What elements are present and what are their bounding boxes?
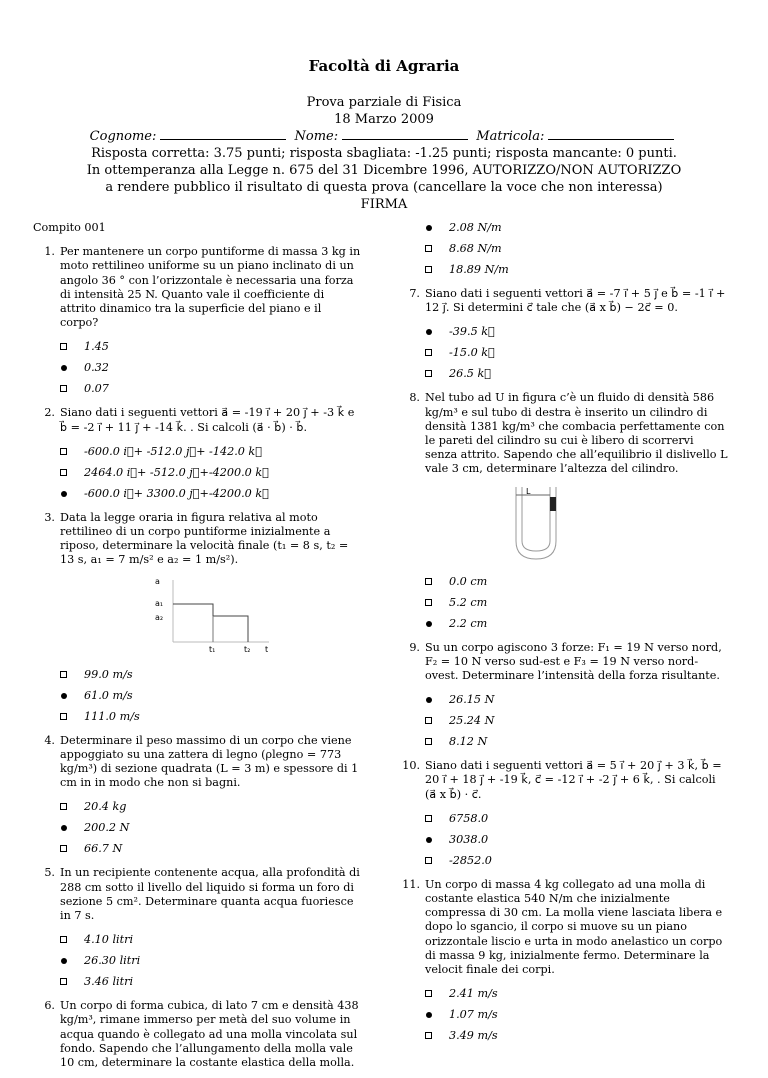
exam-date: 18 Marzo 2009 — [334, 112, 434, 127]
label-L: L — [526, 486, 531, 496]
options-list — [425, 812, 728, 868]
label-t2: t₂ — [244, 644, 251, 654]
selected-bullet-icon[interactable] — [61, 365, 67, 371]
answer-text: -15.0 k⃗ — [449, 346, 495, 360]
answer-option[interactable] — [60, 340, 363, 354]
checkbox-icon[interactable] — [425, 245, 432, 252]
answer-option[interactable] — [425, 575, 728, 589]
answer-option[interactable] — [425, 1008, 728, 1022]
question-number: 10. — [402, 759, 420, 773]
answer-option[interactable] — [60, 800, 363, 814]
question-text: Determinare il peso massimo di un corpo che viene appoggiato su una zattera di legno (ρlegno = 773 kg/m³) di sezione quadrata (L = 3 m) e spessore di 1 cm in in modo che non si bagni. — [60, 733, 359, 790]
question — [398, 878, 728, 977]
question-text: Nel tubo ad U in figura c’è un fluido di densità 586 kg/m³ e sul tubo di destra è inserito un cilindro di densità 1381 kg/m³ che combacia perfettamente con le pareti del cilindro su cui è libero di scorrervi senza attrito. Sapendo che all’equilibrio il dislivello L vale 3 cm, determinare l’altezza del cilindro. — [425, 391, 728, 476]
faculty-title: Facoltà di Agraria — [308, 57, 460, 75]
answer-option[interactable] — [425, 221, 728, 235]
answer-option[interactable] — [425, 617, 728, 631]
answer-option[interactable] — [425, 854, 728, 868]
checkbox-icon[interactable] — [60, 713, 67, 720]
question-number: 3. — [44, 510, 55, 524]
checkbox-icon[interactable] — [60, 343, 67, 350]
law-notice-1: In ottemperanza alla Legge n. 675 del 31 Dicembre 1996, AUTORIZZO/NON AUTORIZZO — [86, 163, 682, 178]
answer-option[interactable] — [425, 735, 728, 749]
question — [33, 406, 363, 434]
checkbox-icon[interactable] — [60, 671, 67, 678]
question — [398, 287, 728, 315]
selected-bullet-icon[interactable] — [426, 329, 432, 335]
answer-text: 3.49 m/s — [449, 1029, 498, 1043]
question — [398, 759, 728, 802]
options-list — [60, 933, 363, 989]
checkbox-icon[interactable] — [425, 738, 432, 745]
question-text: Un corpo di forma cubica, di lato 7 cm e densità 438 kg/m³, rimane immerso per metà del suo volume in acqua quando è collegato ad una molla vincolata sul fondo. Sapendo che l’allungamento della molla vale 10 cm, determinare la costante elastica della molla. — [60, 999, 359, 1070]
options-list — [425, 987, 728, 1043]
options-list — [425, 325, 728, 381]
question-text: Un corpo di massa 4 kg collegato ad una molla di costante elastica 540 N/m che inizialmente compressa di 30 cm. La molla viene lasciata libera e dopo lo sgancio, il corpo si muove su un piano orizzontale liscio e urta in modo anelastico un corpo di massa 9 kg, inizialmente fermo. Determinare la velocit finale dei corpi. — [425, 877, 723, 977]
question-number: 7. — [409, 287, 420, 300]
answer-text: 2.41 m/s — [449, 987, 498, 1001]
checkbox-icon[interactable] — [60, 803, 67, 810]
answer-option[interactable] — [425, 346, 728, 360]
signature-label: FIRMA — [360, 197, 408, 212]
question-number: 11. — [402, 877, 420, 891]
checkbox-icon[interactable] — [60, 936, 67, 943]
options-list — [425, 693, 728, 749]
label-t1: t₁ — [209, 644, 216, 654]
answer-option[interactable] — [60, 466, 363, 480]
student-fields — [0, 128, 768, 145]
answer-text: -600.0 i⃗+ -512.0 j⃗+ -142.0 k⃗ — [84, 444, 262, 458]
question-number: 9. — [409, 640, 420, 654]
answer-option[interactable] — [425, 812, 728, 826]
answer-text: 20.4 kg — [84, 800, 127, 814]
answer-option[interactable] — [425, 367, 728, 381]
answer-text: 8.12 N — [449, 735, 488, 749]
exam-header — [0, 58, 768, 213]
question-text: Siano dati i seguenti vettori a⃗ = 5 i⃗ + 20 j⃗ + 3 k⃗, b⃗ = 20 i⃗ + 18 j⃗ + -19 k⃗, c⃗ = -12 i⃗ + -2 j⃗ + 6 k⃗, . Si calcoli (a⃗ x b⃗) · c⃗. — [425, 759, 722, 801]
question-text: In un recipiente contenente acqua, alla profondità di 288 cm sotto il livello del liquido si forma un foro di sezione 5 cm². Determinare quanta acqua fuoriesce in 7 s. — [60, 866, 360, 923]
answer-option[interactable] — [425, 833, 728, 847]
compito-label: Compito 001 — [33, 221, 106, 234]
checkbox-icon[interactable] — [425, 266, 432, 273]
question-number: 6. — [44, 999, 55, 1013]
answer-option[interactable] — [60, 668, 363, 682]
u-tube-figure — [512, 485, 568, 565]
options-list — [60, 800, 363, 856]
checkbox-icon[interactable] — [60, 385, 67, 392]
checkbox-icon[interactable] — [60, 978, 67, 985]
nome-field[interactable] — [342, 129, 468, 140]
options-list — [425, 575, 728, 631]
question — [33, 734, 363, 791]
answer-text: 0.0 cm — [449, 574, 488, 588]
q6-options — [425, 221, 728, 277]
label-a1: a₁ — [155, 598, 164, 608]
answer-text: 8.68 N/m — [449, 242, 502, 255]
answer-option[interactable] — [60, 933, 363, 947]
answer-text: 99.0 m/s — [84, 667, 133, 681]
answer-option[interactable] — [60, 382, 363, 396]
answer-option[interactable] — [60, 445, 363, 459]
answer-text: -2852.0 — [449, 853, 492, 867]
checkbox-icon[interactable] — [60, 469, 67, 476]
answer-text: 0.32 — [84, 361, 109, 375]
answer-text: 2.08 N/m — [449, 221, 502, 234]
answer-text: 111.0 m/s — [84, 709, 140, 723]
answer-text: 1.07 m/s — [449, 1008, 498, 1022]
question — [33, 511, 363, 568]
answer-text: -39.5 k⃗ — [449, 325, 495, 339]
right-column — [398, 221, 728, 1053]
checkbox-icon[interactable] — [425, 815, 432, 822]
question-text: Su un corpo agiscono 3 forze: F₁ = 19 N verso nord, F₂ = 10 N verso sud-est e F₃ = 19 N verso nord-ovest. Determinare l’intensità della forza risultante. — [425, 640, 722, 683]
answer-option[interactable] — [60, 689, 363, 703]
answer-text: 26.15 N — [449, 693, 495, 707]
answer-text: 1.45 — [84, 340, 109, 354]
options-list — [60, 668, 363, 724]
answer-option[interactable] — [60, 842, 363, 856]
answer-option[interactable] — [425, 242, 728, 256]
acceleration-time-graph — [151, 576, 291, 658]
answer-option[interactable] — [60, 821, 363, 835]
cognome-label: Cognome: — [89, 129, 157, 144]
answer-option[interactable] — [425, 714, 728, 728]
checkbox-icon[interactable] — [60, 845, 67, 852]
answer-option[interactable] — [60, 487, 363, 501]
answer-text: 200.2 N — [84, 821, 130, 835]
answer-text: 5.2 cm — [449, 595, 488, 609]
checkbox-icon[interactable] — [425, 349, 432, 356]
checkbox-icon[interactable] — [425, 578, 432, 585]
question — [398, 641, 728, 684]
cognome-field[interactable] — [160, 129, 286, 140]
checkbox-icon[interactable] — [425, 599, 432, 606]
selected-bullet-icon[interactable] — [61, 958, 67, 964]
answer-option[interactable] — [60, 710, 363, 724]
answer-text: 18.89 N/m — [449, 263, 509, 276]
answer-option[interactable] — [425, 263, 728, 277]
question-text: Siano dati i seguenti vettori a⃗ = -19 i⃗ + 20 j⃗ + -3 k⃗ e b⃗ = -2 i⃗ + 11 j⃗ + -14 k⃗. . Si calcoli (a⃗ · b⃗) · b⃗. — [60, 406, 355, 434]
answer-text: 6758.0 — [449, 811, 489, 825]
question-number: 2. — [44, 406, 55, 420]
answer-option[interactable] — [425, 693, 728, 707]
selected-bullet-icon[interactable] — [61, 491, 67, 497]
answer-option[interactable] — [425, 325, 728, 339]
question — [33, 245, 363, 330]
checkbox-icon[interactable] — [425, 370, 432, 377]
question — [33, 999, 363, 1070]
label-a2: a₂ — [155, 612, 164, 622]
matricola-field[interactable] — [548, 129, 674, 140]
answer-text: 61.0 m/s — [84, 688, 133, 702]
axis-label-t: t — [265, 644, 269, 654]
answer-option[interactable] — [425, 596, 728, 610]
answer-text: 0.07 — [84, 382, 109, 396]
answer-option[interactable] — [60, 954, 363, 968]
answer-option[interactable] — [60, 975, 363, 989]
answer-option[interactable] — [425, 987, 728, 1001]
answer-text: 3.46 litri — [84, 975, 134, 989]
question-number: 5. — [44, 866, 55, 880]
question-number: 8. — [409, 391, 420, 405]
law-notice-2: a rendere pubblico il risultato di questa prova (cancellare la voce che non interessa) — [105, 180, 663, 195]
answer-option[interactable] — [425, 1029, 728, 1043]
answer-text: 26.5 k⃗ — [449, 367, 491, 381]
answer-text: 2.2 cm — [449, 616, 488, 630]
selected-bullet-icon[interactable] — [61, 693, 67, 699]
question-text: Data la legge oraria in figura relativa al moto rettilineo di un corpo puntiforme inizialmente a riposo, determinare la velocità finale (t₁ = 8 s, t₂ = 13 s, a₁ = 7 m/s² e a₂ = 1 m/s²). — [60, 510, 349, 567]
selected-bullet-icon[interactable] — [426, 621, 432, 627]
answer-text: 25.24 N — [449, 714, 495, 728]
question-text: Per mantenere un corpo puntiforme di massa 3 kg in moto rettilineo uniforme su un piano inclinato di un angolo 36 ° con l’orizzontale è necessaria una forza di intensità 25 N. Quanto vale il coefficiente di attrito dinamico tra la superficie del piano e il corpo? — [60, 245, 361, 330]
checkbox-icon[interactable] — [425, 1032, 432, 1039]
answer-text: 4.10 litri — [84, 933, 134, 947]
selected-bullet-icon[interactable] — [426, 837, 432, 843]
scoring-rules: Risposta corretta: 3.75 punti; risposta sbagliata: -1.25 punti; risposta mancante: 0 punti. — [91, 146, 677, 161]
question-text: Siano dati i seguenti vettori a⃗ = -7 i⃗ + 5 j⃗ e b⃗ = -1 i⃗ + 12 j⃗. Si determini c⃗ tale che (a⃗ x b⃗) − 2c⃗ = 0. — [425, 287, 726, 315]
answer-text: 2464.0 i⃗+ -512.0 j⃗+-4200.0 k⃗ — [84, 465, 269, 479]
question-number: 4. — [44, 733, 55, 747]
axis-label-a: a — [155, 576, 160, 586]
selected-bullet-icon[interactable] — [426, 697, 432, 703]
question-number: 1. — [44, 245, 55, 259]
answer-text: -600.0 i⃗+ 3300.0 j⃗+-4200.0 k⃗ — [84, 486, 269, 500]
selected-bullet-icon[interactable] — [426, 225, 432, 231]
answer-text: 26.30 litri — [84, 954, 141, 968]
left-column — [33, 221, 363, 1078]
matricola-label: Matricola: — [476, 129, 545, 144]
question — [398, 391, 728, 476]
answer-option[interactable] — [60, 361, 363, 375]
answer-text: 66.7 N — [84, 842, 123, 856]
checkbox-icon[interactable] — [425, 717, 432, 724]
checkbox-icon[interactable] — [425, 857, 432, 864]
options-list — [60, 340, 363, 396]
answer-text: 3038.0 — [449, 832, 489, 846]
selected-bullet-icon[interactable] — [61, 825, 67, 831]
question — [33, 866, 363, 923]
nome-label: Nome: — [294, 129, 339, 144]
selected-bullet-icon[interactable] — [426, 1012, 432, 1018]
exam-subtitle: Prova parziale di Fisica — [306, 95, 462, 110]
checkbox-icon[interactable] — [60, 448, 67, 455]
options-list — [60, 445, 363, 501]
